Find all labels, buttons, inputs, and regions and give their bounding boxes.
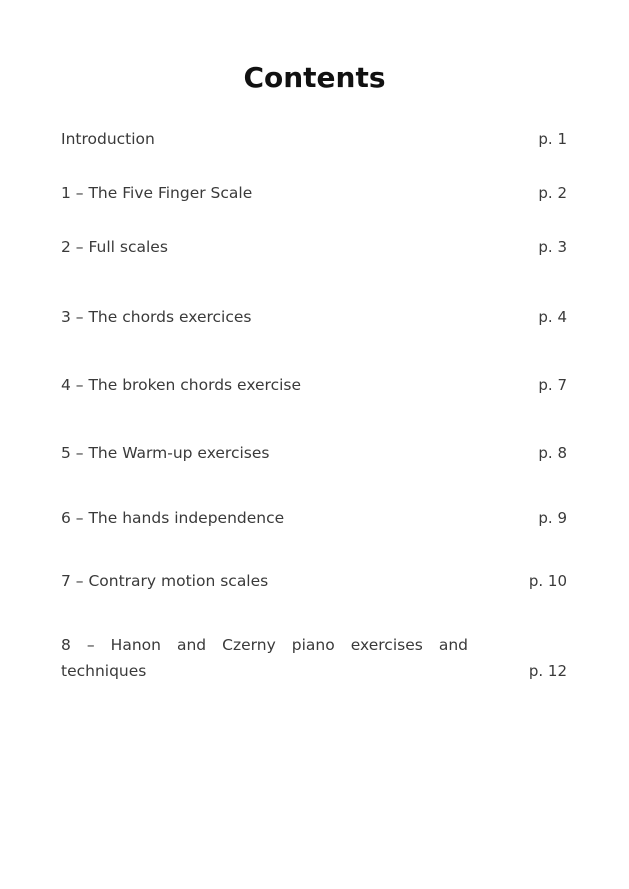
toc-entry-page-number: p. 8 [538, 444, 567, 462]
toc-entry-label: 8 – Hanon and Czerny piano exercises and techniques [61, 636, 468, 680]
toc-entry-page-number: p. 12 [528, 662, 567, 680]
toc-entry-label: 1 – The Five Finger Scale [61, 184, 253, 202]
toc-entry-page-number: p. 3 [538, 238, 567, 256]
toc-entry-page-number: p. 2 [538, 184, 567, 202]
toc-entry-page-number: p. 10 [528, 572, 567, 590]
toc-entry-page-number: p. 7 [538, 376, 567, 394]
toc-entry-label: 5 – The Warm-up exercises [61, 444, 270, 462]
page-title: Contents [243, 61, 386, 94]
toc-entry-label: 3 – The chords exercices [61, 308, 252, 326]
toc-entry-page-number: p. 9 [538, 509, 567, 527]
toc-entry-label: 7 – Contrary motion scales [61, 572, 269, 590]
toc-entry-page-number: p. 1 [538, 130, 567, 148]
toc-entry-label: Introduction [61, 130, 155, 148]
toc-entry-label: 6 – The hands independence [61, 509, 285, 527]
toc-entry-label: 2 – Full scales [61, 238, 168, 256]
toc-entry-label: 4 – The broken chords exercise [61, 376, 302, 394]
toc-entry-page-number: p. 4 [538, 308, 567, 326]
